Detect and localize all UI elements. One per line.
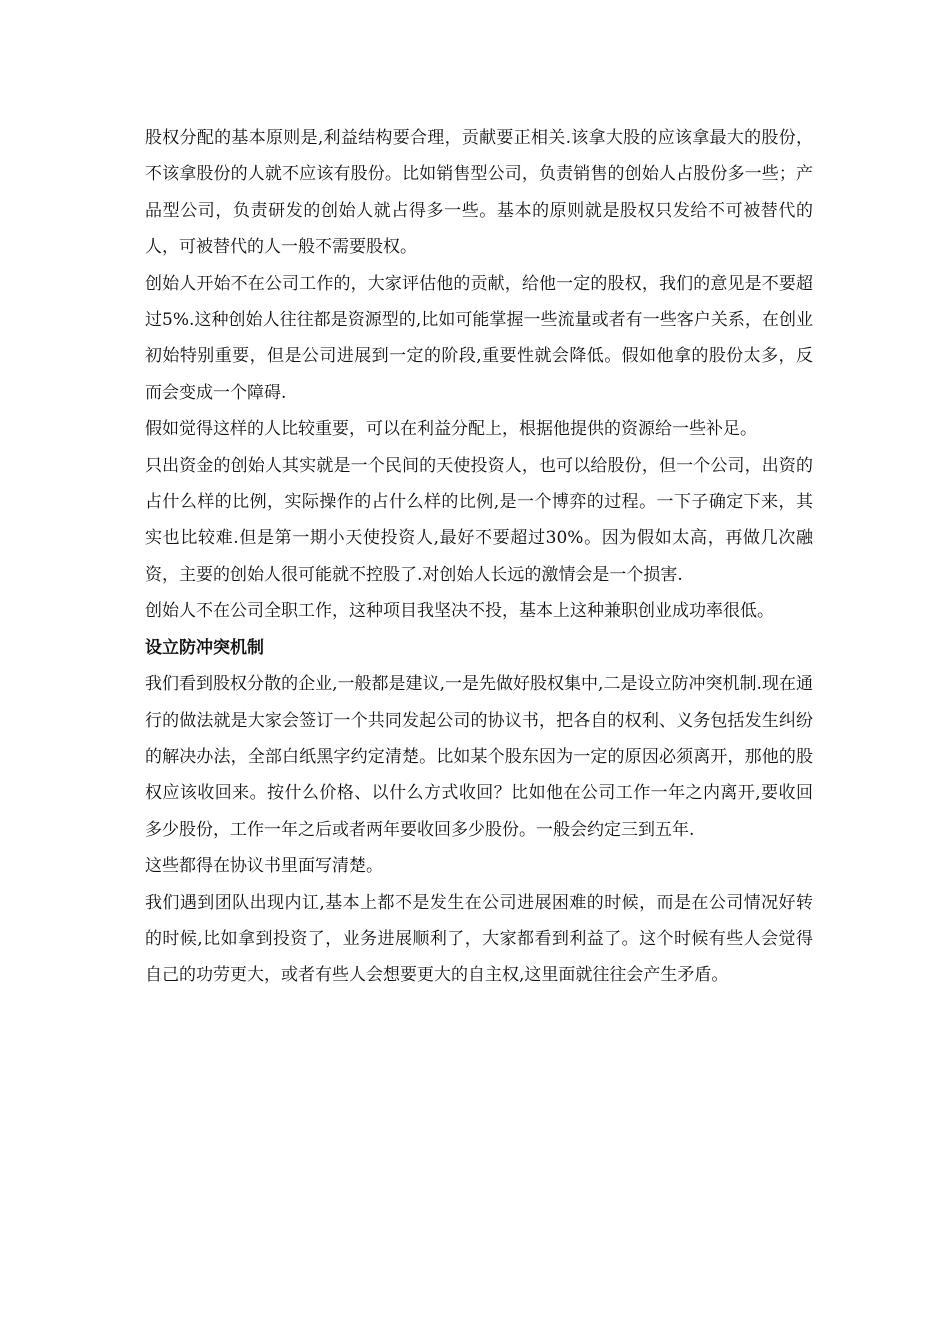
- paragraph-resource-compensation: 假如觉得这样的人比较重要，可以在利益分配上，根据他提供的资源给一些补足。: [145, 419, 757, 440]
- document-body: [145, 120, 813, 994]
- section-heading: 设立防冲突机制: [145, 637, 264, 658]
- paragraph-team-conflict: 我们遇到团队出现内讧,基本上都不是发生在公司进展困难的时候，而是在公司情况好转的时候,比如拿到投资了，业务进展顺利了，大家都看到利益了。这个时候有些人会觉得自己的功劳更大，或者有些人会想要更大的自主权,这里面就往往会产生矛盾。: [145, 892, 813, 986]
- paragraph-equity-principle: 股权分配的基本原则是,利益结构要合理，贡献要正相关.该拿大股的应该拿最大的股份，不该拿股份的人就不应该有股份。比如销售型公司，负责销售的创始人占股份多一些；产品型公司，负责研发的创始人就占得多一些。基本的原则就是股权只发给不可被替代的人，可被替代的人一般不需要股权。: [145, 128, 813, 258]
- paragraph-part-time-founder: 创始人不在公司全职工作，这种项目我坚决不投，基本上这种兼职创业成功率很低。: [145, 601, 774, 622]
- paragraph-agreement-note: 这些都得在协议书里面写清楚。: [145, 856, 383, 877]
- paragraph-anti-conflict-mechanism: 我们看到股权分散的企业,一般都是建议,一是先做好股权集中,二是设立防冲突机制.现在通行的做法就是大家会签订一个共同发起公司的协议书，把各自的权利、义务包括发生纠纷的解决办法，全部白纸黑字约定清楚。比如某个股东因为一定的原因必须离开，那他的股权应该收回来。按什么价格、以什么方式收回？比如他在公司工作一年之内离开,要收回多少股份，工作一年之后或者两年要收回多少股份。一般会约定三到五年.: [145, 674, 813, 840]
- paragraph-capital-only-founder: 只出资金的创始人其实就是一个民间的天使投资人，也可以给股份，但一个公司，出资的占什么样的比例，实际操作的占什么样的比例,是一个博弈的过程。一下子确定下来，其实也比较难.但是第一期小天使投资人,最好不要超过30%。因为假如太高，再做几次融资，主要的创始人很可能就不控股了.对创始人长远的激情会是一个损害.: [145, 455, 813, 585]
- paragraph-non-working-founder: 创始人开始不在公司工作的，大家评估他的贡献，给他一定的股权，我们的意见是不要超过5%.这种创始人往往都是资源型的,比如可能掌握一些流量或者有一些客户关系，在创业初始特别重要，但是公司进展到一定的阶段,重要性就会降低。假如他拿的股份太多，反而会变成一个障碍.: [145, 273, 813, 403]
